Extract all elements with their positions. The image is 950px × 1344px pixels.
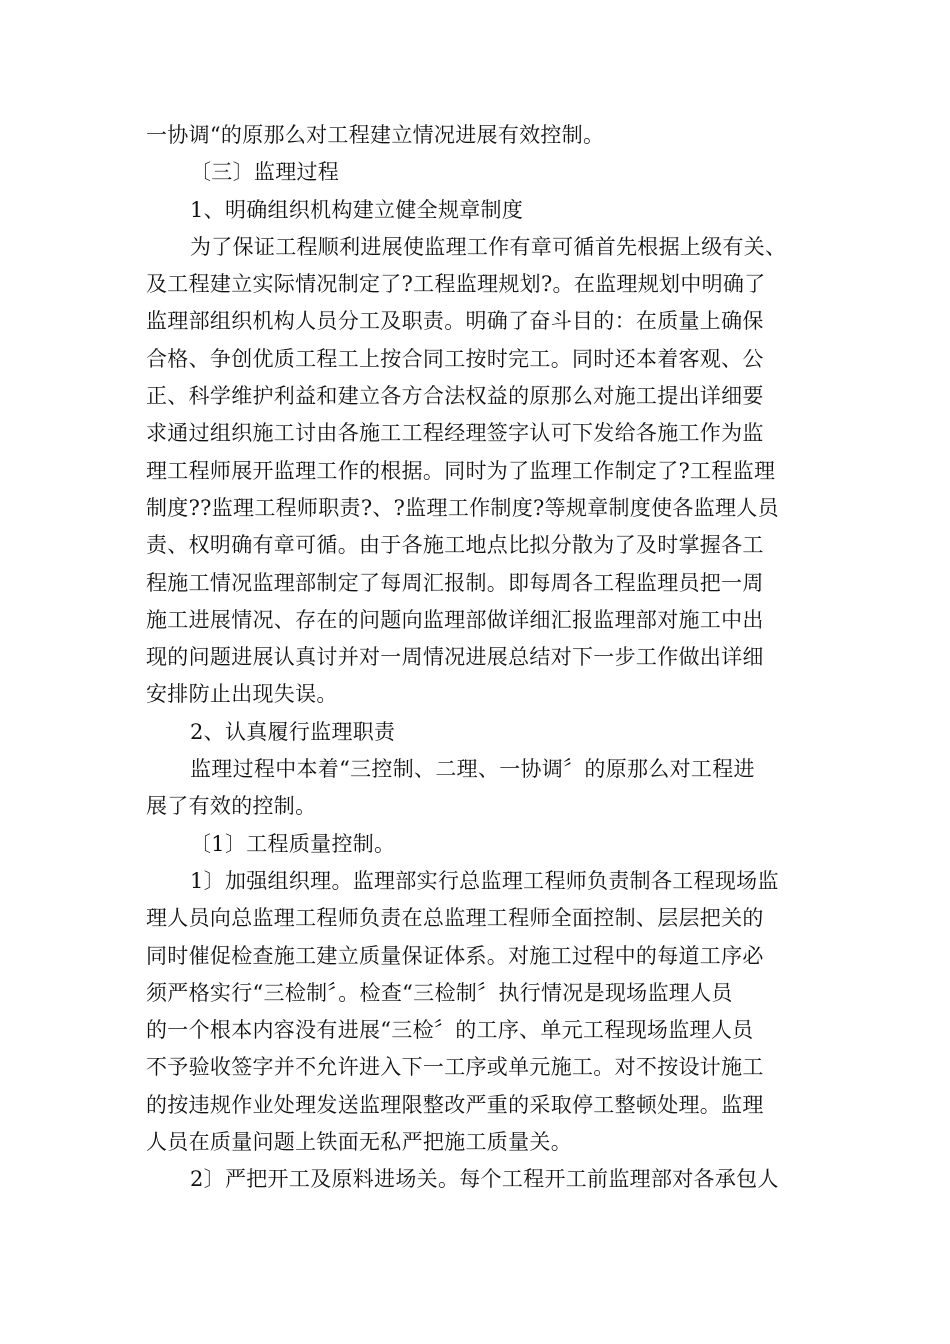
text-line: 监理部组织机构人员分工及职责。明确了奋斗目的：在质量上确保 <box>146 309 764 334</box>
text-line: 责、权明确有章可循。由于各施工地点比拟分散为了及时掌握各工 <box>146 533 764 558</box>
text-line: 及工程建立实际情况制定了?工程监理规划?。在监理规划中明确了 <box>146 272 766 297</box>
text-line: 求通过组织施工讨由各施工工程经理签字认可下发给各施工作为监 <box>146 421 764 446</box>
text-line: 程施工情况监理部制定了每周汇报制。即每周各工程监理员把一周 <box>146 570 764 595</box>
text-line: 的一个根本内容没有进展“三检〞的工序、单元工程现场监理人员 <box>146 1018 754 1043</box>
text-line: 正、科学维护利益和建立各方合法权益的原那么对施工提出详细要 <box>146 384 764 409</box>
text-line: 监理过程中本着“三控制、二理、一协调〞的原那么对工程进 <box>190 757 755 782</box>
text-line: 现的问题进展认真讨并对一周情况进展总结对下一步工作做出详细 <box>146 645 764 670</box>
text-line: 合格、争创优质工程工上按合同工按时完工。同时还本着客观、公 <box>146 346 764 371</box>
text-line: 2〕严把开工及原料进场关。每个工程开工前监理部对各承包人 <box>190 1167 779 1192</box>
text-line: 制度??监理工程师职责?、?监理工作制度?等规章制度使各监理人员 <box>146 495 779 520</box>
text-line: 的按违规作业处理发送监理限整改严重的采取停工整顿处理。监理 <box>146 1092 764 1117</box>
text-line: 施工进展情况、存在的问题向监理部做详细汇报监理部对施工中出 <box>146 607 764 632</box>
text-line: 2、认真履行监理职责 <box>190 719 396 744</box>
text-line: 人员在质量问题上铁面无私严把施工质量关。 <box>146 1130 572 1155</box>
text-line: 展了有效的控制。 <box>146 794 317 819</box>
text-line: 须严格实行“三检制〞。检查“三检制〞执行情况是现场监理人员 <box>146 980 733 1005</box>
text-line: 安排防止出现失误。 <box>146 682 338 707</box>
document-body <box>146 117 806 1199</box>
text-line: 1、明确组织机构建立健全规章制度 <box>190 197 524 222</box>
text-line: 不予验收签字并不允许进入下一工序或单元施工。对不按设计施工 <box>146 1055 764 1080</box>
text-line: 一协调“的原那么对工程建立情况进展有效控制。 <box>146 123 605 147</box>
text-line: 同时催促检查施工建立质量保证体系。对施工过程中的每道工序必 <box>146 943 764 968</box>
text-line: 为了保证工程顺利进展使监理工作有章可循首先根据上级有关、 <box>190 234 787 259</box>
text-line: 理人员向总监理工程师负责在总监理工程师全面控制、层层把关的 <box>146 906 764 931</box>
text-line: 〔三〕监理过程 <box>190 160 340 185</box>
text-line: 1〕加强组织理。监理部实行总监理工程师负责制各工程现场监 <box>190 868 779 893</box>
text-line: 〔1〕工程质量控制。 <box>190 831 396 856</box>
text-line: 理工程师展开监理工作的根据。同时为了监理工作制定了?工程监理 <box>146 458 776 483</box>
